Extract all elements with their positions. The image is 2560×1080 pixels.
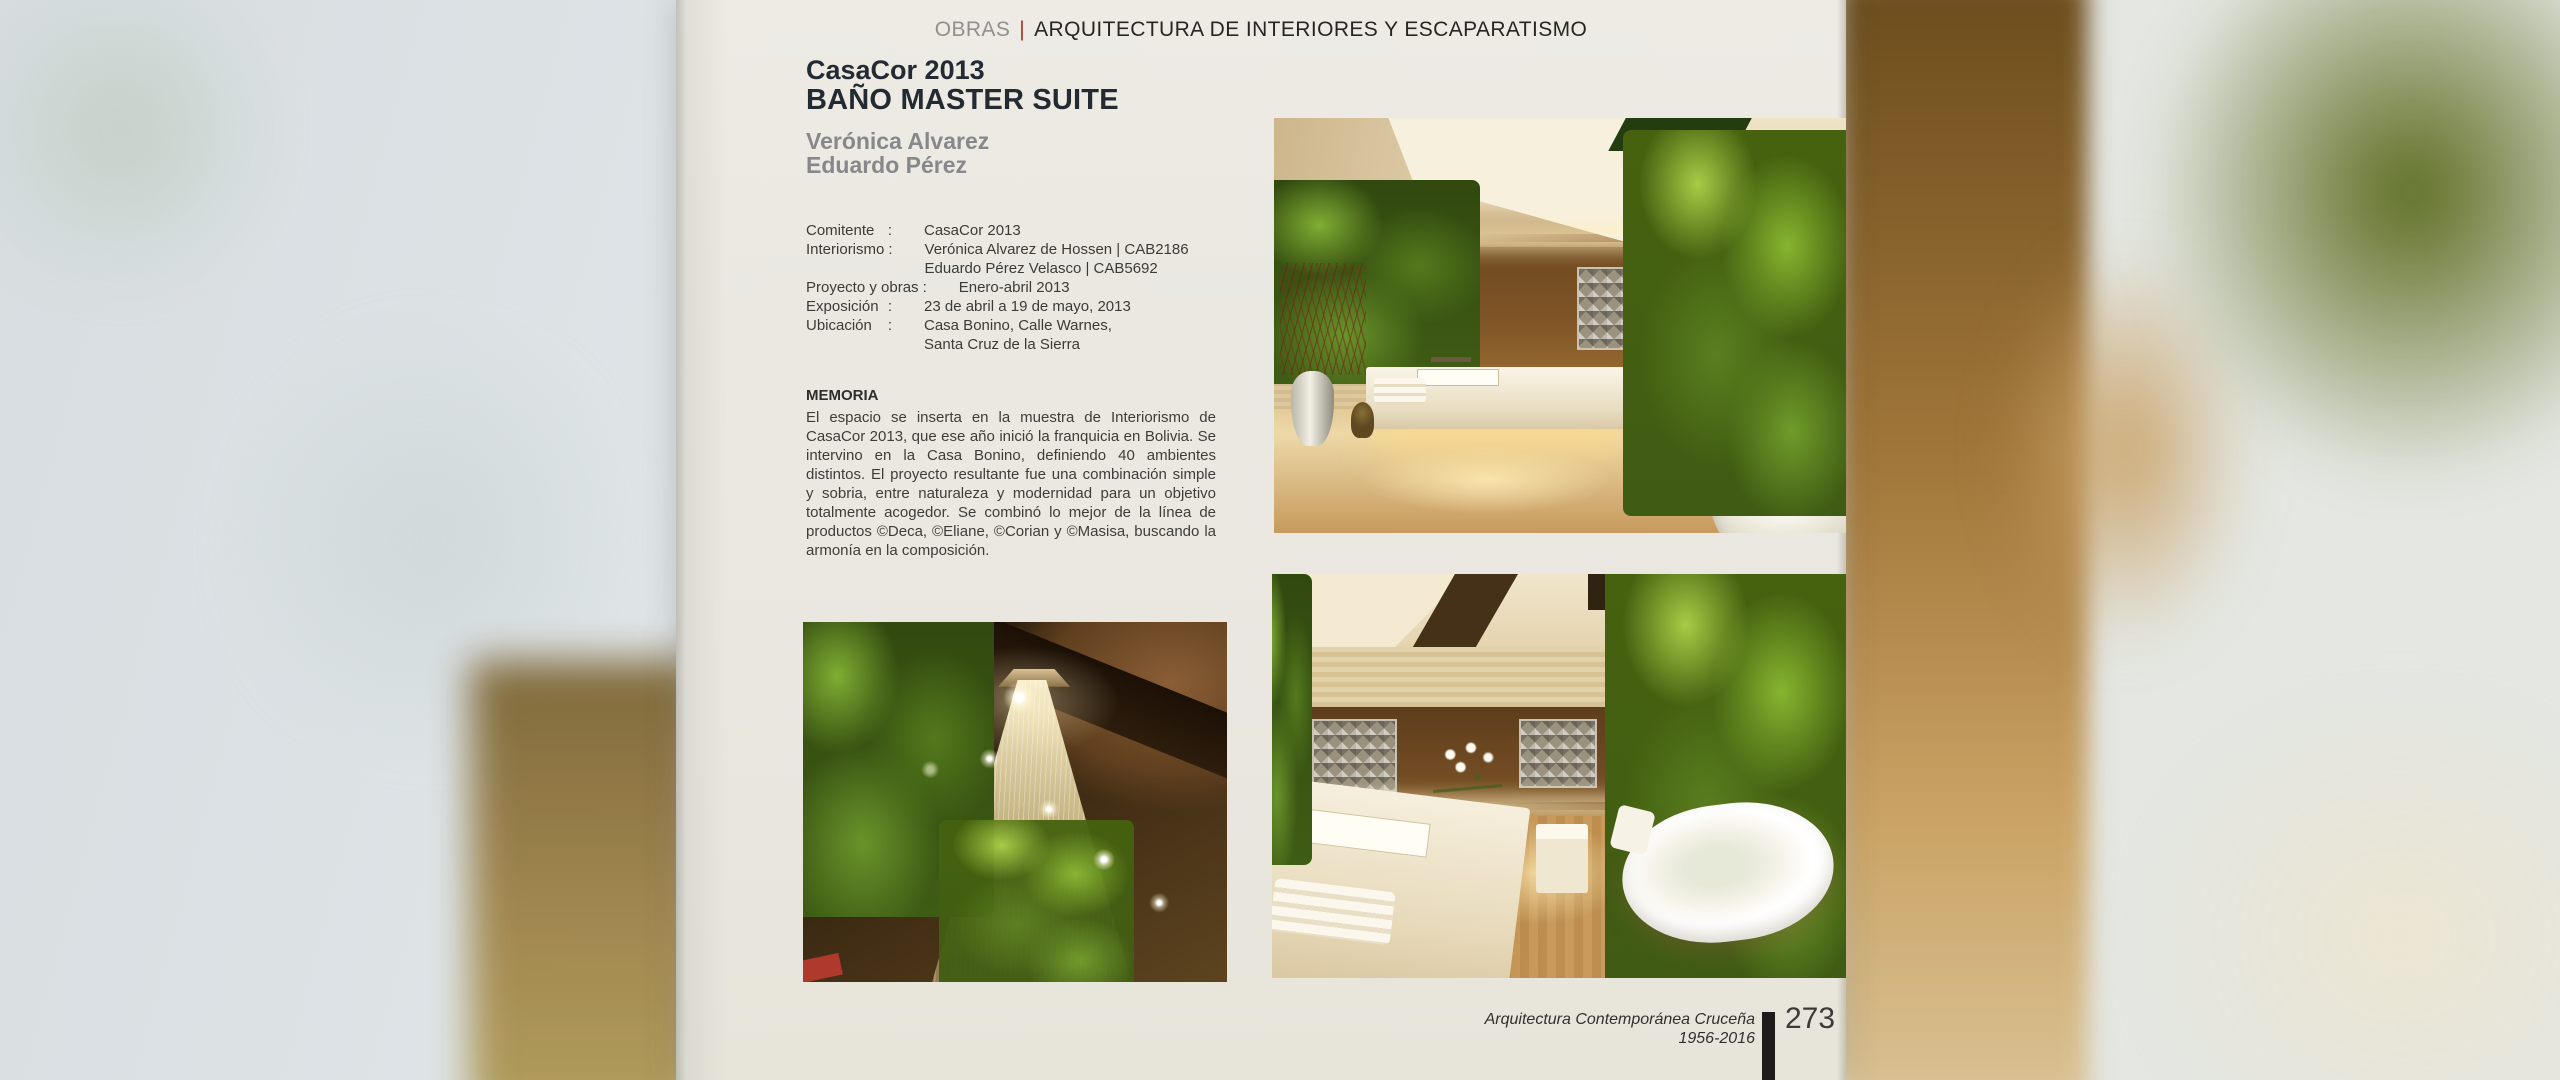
detail-colon: : xyxy=(888,241,893,258)
photo1-buddha-statue xyxy=(1351,402,1374,437)
photo3-mirror-mosaic-art-right xyxy=(1519,719,1598,788)
photo3-stool-cube xyxy=(1536,824,1588,893)
photo-master-bath-tub-view xyxy=(1272,574,1846,978)
detail-row-proyecto-y-obras xyxy=(806,278,1189,297)
section-header-category: OBRAS xyxy=(934,18,1011,41)
detail-value: Enero-abril 2013 xyxy=(958,279,1070,296)
book-page xyxy=(676,0,1846,1080)
book-years: 1956-2016 xyxy=(1678,1030,1755,1047)
background-blur-right-olive xyxy=(2070,0,2560,600)
detail-row-exposicion xyxy=(806,297,1189,316)
footer-divider-bar xyxy=(1762,1012,1775,1080)
author-name: Verónica Alvarez xyxy=(806,128,990,154)
section-header-title: ARQUITECTURA DE INTERIORES Y ESCAPARATISMO xyxy=(1034,18,1588,41)
article-title-line2: BAÑO MASTER SUITE xyxy=(806,84,1119,116)
photo3-orchid xyxy=(1433,740,1502,837)
background-blur-bottomright-cream xyxy=(2060,600,2560,1080)
detail-value: Casa Bonino, Calle Warnes, xyxy=(924,317,1112,334)
section-header xyxy=(676,18,1846,42)
detail-colon: : xyxy=(922,279,927,296)
detail-value: Verónica Alvarez de Hossen | CAB2186 xyxy=(924,241,1189,258)
photo3-fern-sliver-left xyxy=(1272,574,1312,865)
detail-label: Comitente xyxy=(806,222,875,239)
detail-colon: : xyxy=(887,222,892,239)
photo1-fern-wall-right xyxy=(1623,130,1846,516)
author-name: Eduardo Pérez xyxy=(806,152,968,178)
detail-row-comitente xyxy=(806,221,1189,240)
detail-colon: : xyxy=(887,317,892,334)
book-footer-caption xyxy=(1485,1010,1755,1048)
book-title: Arquitectura Contemporánea Cruceña xyxy=(1484,1011,1755,1028)
photo1-basin xyxy=(1417,369,1499,386)
memoria-heading: MEMORIA xyxy=(806,387,879,404)
detail-label: Ubicación xyxy=(806,317,872,334)
photo1-floor-glow xyxy=(1320,433,1652,524)
detail-label: Proyecto y obras xyxy=(806,279,919,296)
memoria-section xyxy=(806,387,1216,560)
photo-rain-shower-detail xyxy=(803,622,1227,982)
detail-label: Interiorismo xyxy=(806,241,885,258)
article-authors xyxy=(806,129,1119,177)
photo2-sparkles xyxy=(803,622,1227,982)
project-details-list xyxy=(806,221,1189,354)
detail-row-ubicacion xyxy=(806,316,1189,354)
photo-master-bath-overview xyxy=(1274,118,1846,533)
page-number: 273 xyxy=(1785,1002,1836,1035)
photo3-mirror-mosaic-art-left xyxy=(1312,719,1396,792)
detail-value-line2: Santa Cruz de la Sierra xyxy=(924,336,1080,353)
detail-colon: : xyxy=(887,298,892,315)
background-blur-left-brown xyxy=(470,660,700,1080)
article-title-block xyxy=(806,56,1119,177)
detail-label: Exposición xyxy=(806,298,879,315)
photo1-towels xyxy=(1374,378,1425,403)
detail-value: 23 de abril a 19 de mayo, 2013 xyxy=(924,298,1131,315)
detail-value: CasaCor 2013 xyxy=(924,222,1021,239)
detail-value-line2: Eduardo Pérez Velasco | CAB5692 xyxy=(924,260,1158,277)
memoria-body: El espacio se inserta en la muestra de Interiorismo de CasaCor 2013, que ese año inició la franquicia en Bolivia. Se intervino en la Casa Bonino, definiendo 40 ambientes distintos. El proyecto resultante fue una combinación simple y sobria, entre naturaleza y modernidad para un objetivo totalmente acogedor. Se combinó lo mejor de la línea de productos ©Deca, ©Eliane, ©Corian y ©Masisa, buscando la armonía en la composición. xyxy=(806,409,1216,559)
detail-row-interiorismo xyxy=(806,240,1189,278)
article-title-line1: CasaCor 2013 xyxy=(806,55,985,85)
section-header-divider: | xyxy=(1019,18,1026,41)
photo1-vase xyxy=(1291,371,1334,446)
photo1-branches xyxy=(1280,263,1366,375)
photo1-faucet xyxy=(1431,357,1471,362)
